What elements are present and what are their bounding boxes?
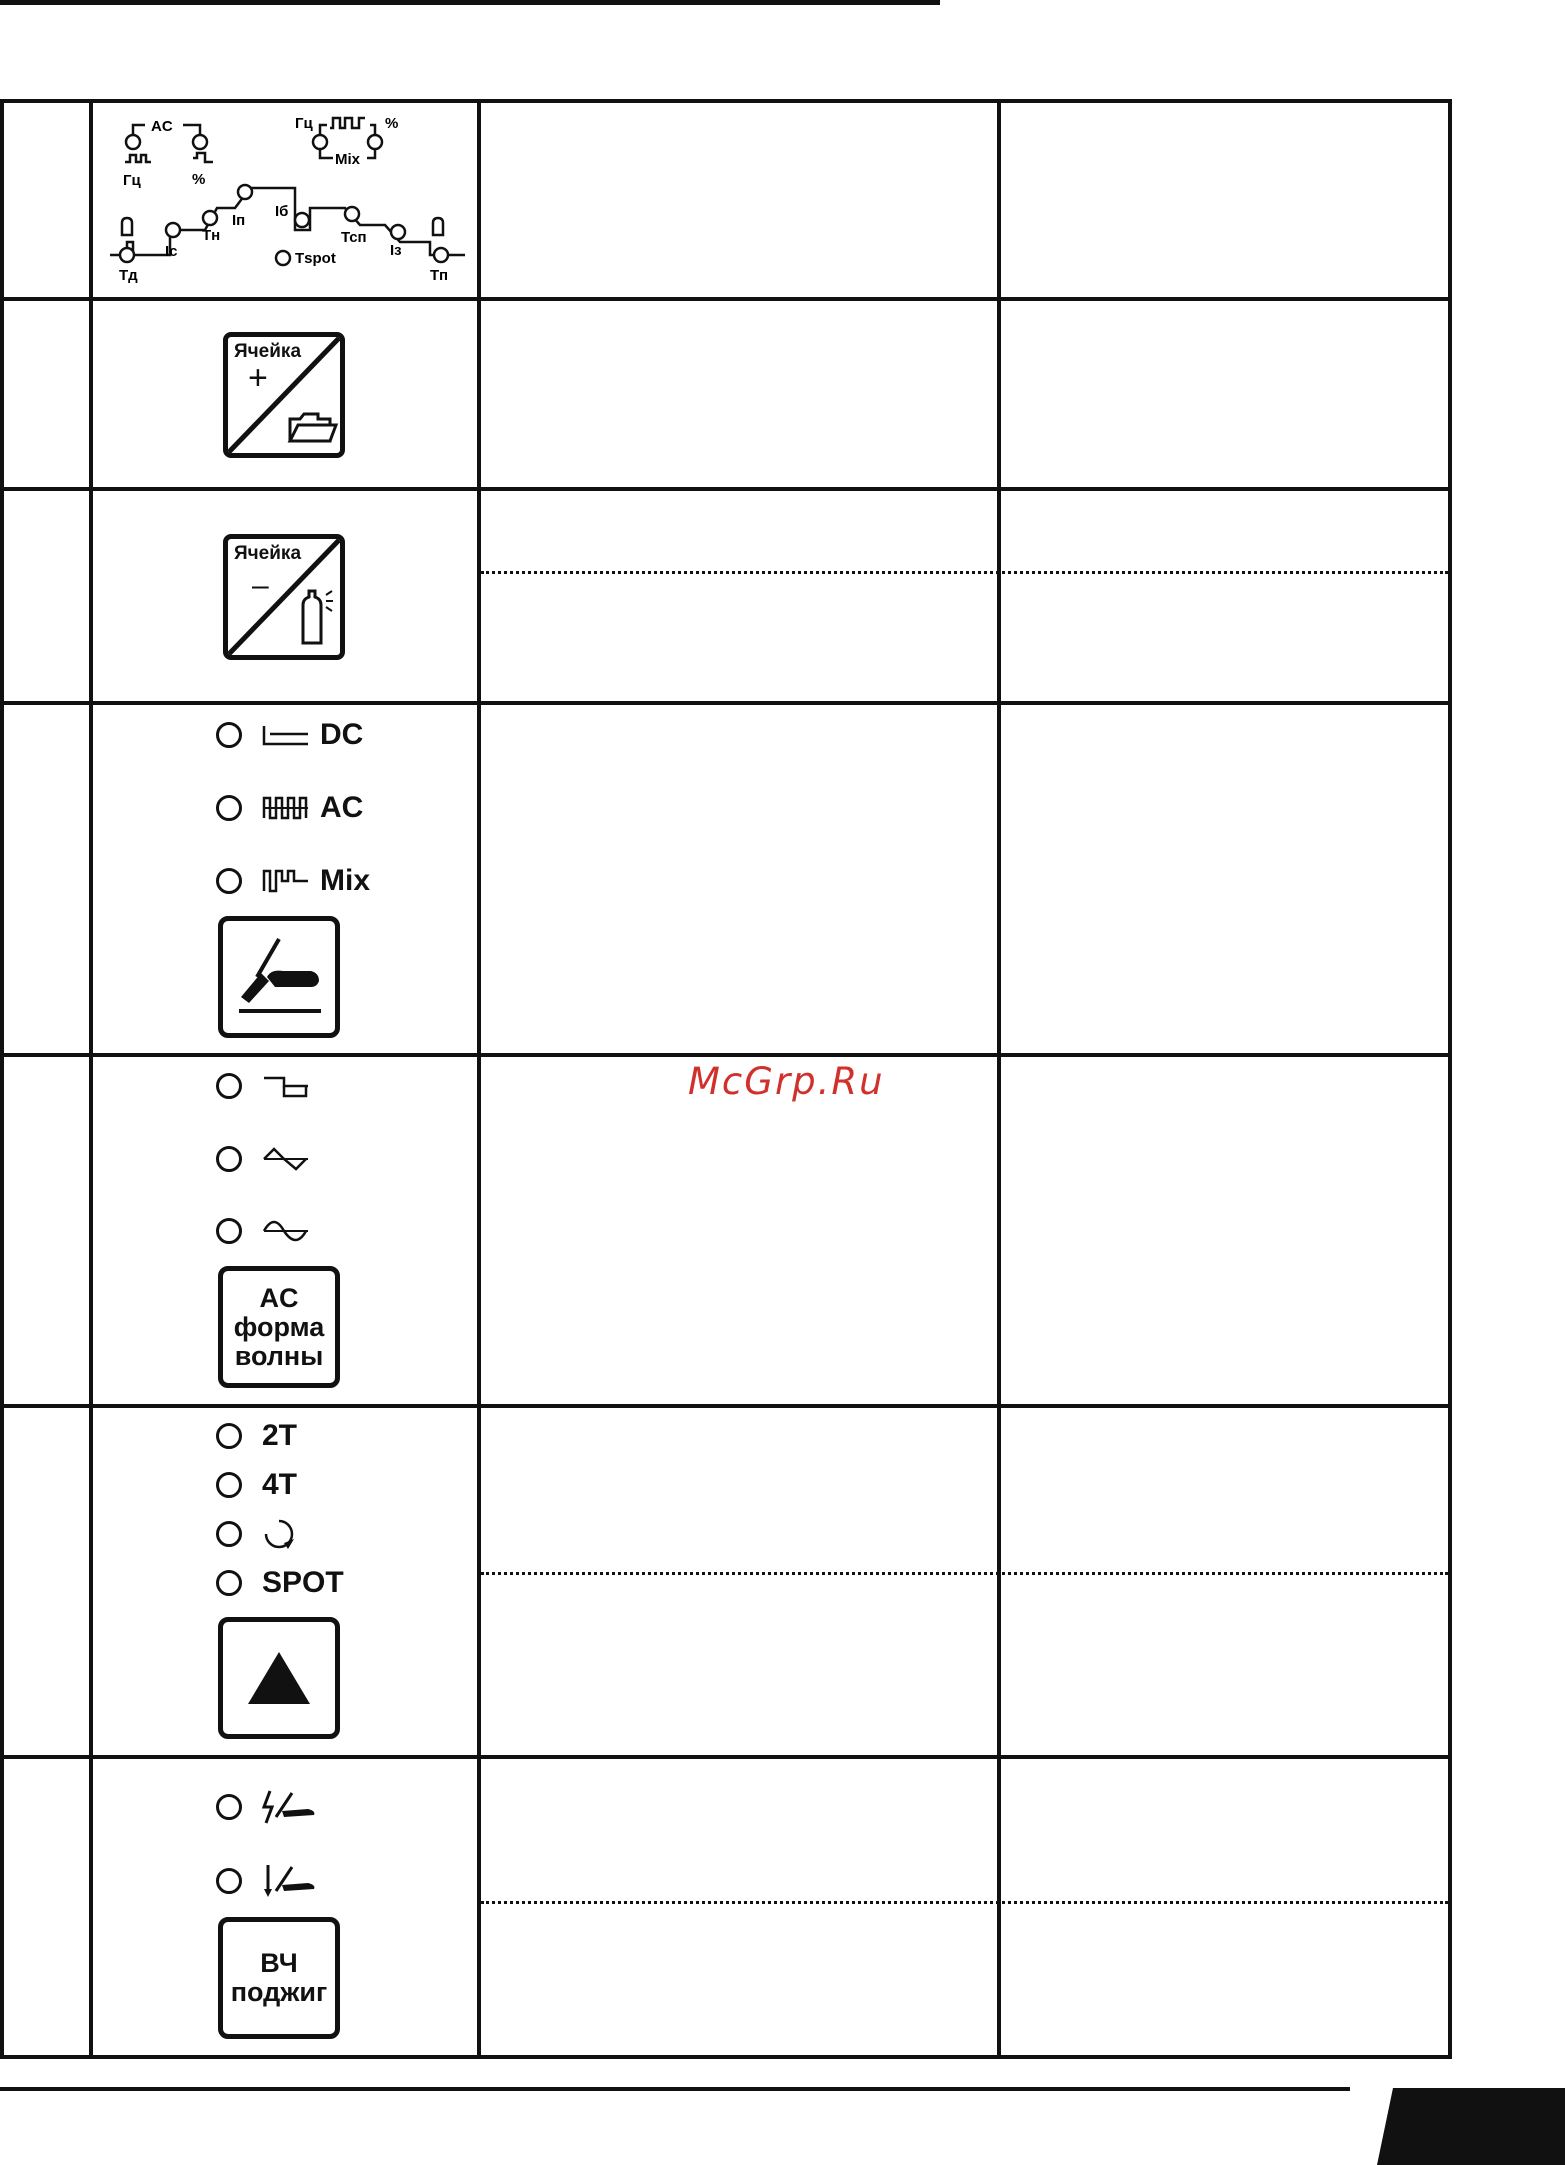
welding-cycle-diagram (105, 110, 475, 294)
ac-waveform-button[interactable] (218, 1266, 340, 1388)
repeat-icon (262, 1517, 296, 1551)
page-corner-tab (1377, 2088, 1565, 2165)
ac-waveform-line-2: форма (233, 1311, 325, 1342)
option-sine-wave[interactable] (216, 1211, 310, 1251)
minus-icon: – (252, 569, 269, 602)
option-ac[interactable] (216, 788, 363, 828)
hf-ignition-line-2: поджиг (230, 1977, 328, 2007)
label-t-postgas: Тп (430, 267, 449, 284)
dc-waveform-icon (262, 722, 310, 748)
label-i-start: Iс (165, 243, 178, 260)
label-i-main: Iп (232, 212, 246, 229)
mix-waveform-icon (262, 867, 310, 895)
option-ac-label: AC (320, 791, 364, 824)
option-spot[interactable] (216, 1563, 344, 1603)
option-2t-label: 2T (262, 1419, 298, 1452)
trigger-mode-button[interactable] (218, 1617, 340, 1739)
label-t-spot: Тspot (295, 250, 336, 267)
label-t-rise: Тн (202, 227, 221, 244)
label-freq-left: Гц (123, 172, 141, 189)
radio-square-wave[interactable] (216, 1073, 242, 1099)
triangle-wave-icon (262, 1145, 310, 1173)
label-pct-right: % (385, 115, 399, 132)
hf-ignition-button[interactable] (218, 1917, 340, 2039)
ac-waveform-icon (262, 794, 310, 822)
radio-triangle-wave[interactable] (216, 1146, 242, 1172)
plus-icon: + (248, 359, 268, 397)
label-i-end: Iз (390, 242, 402, 259)
radio-4t[interactable] (216, 1472, 242, 1498)
memory-save-label: Ячейка (234, 341, 302, 362)
label-t-pregas: Тд (119, 267, 138, 284)
label-freq-right: Гц (295, 115, 313, 132)
ac-waveform-line-1: AC (259, 1282, 299, 1313)
tig-torch-button[interactable] (218, 916, 340, 1038)
label-t-fall: Тсп (341, 229, 367, 246)
option-triangle-wave[interactable] (216, 1139, 310, 1179)
option-hf-ignition[interactable] (216, 1787, 322, 1827)
radio-ac[interactable] (216, 795, 242, 821)
footer-rule (0, 2087, 1350, 2091)
memory-load-label: Ячейка (234, 543, 302, 564)
header-rule (0, 0, 940, 5)
hf-ignition-line-1: ВЧ (260, 1948, 298, 1978)
option-4t[interactable] (216, 1465, 297, 1505)
radio-hf-ignition[interactable] (216, 1794, 242, 1820)
option-dc-label: DC (320, 718, 364, 751)
radio-mix[interactable] (216, 868, 242, 894)
label-i-base: Iб (275, 203, 289, 220)
ac-waveform-line-3: волны (234, 1340, 324, 1371)
label-pct-left: % (192, 171, 206, 188)
memory-load-button[interactable] (223, 534, 345, 660)
option-4t-label: 4T (262, 1468, 298, 1501)
radio-sine-wave[interactable] (216, 1218, 242, 1244)
option-2t[interactable] (216, 1416, 297, 1456)
option-dc[interactable] (216, 715, 363, 755)
label-mix: Mix (335, 151, 361, 168)
option-square-wave[interactable] (216, 1066, 310, 1106)
label-ac: AC (151, 118, 173, 135)
radio-lift-ignition[interactable] (216, 1868, 242, 1894)
option-mix[interactable] (216, 861, 370, 901)
option-repeat[interactable] (216, 1514, 296, 1554)
lift-torch-icon (262, 1861, 322, 1901)
radio-spot[interactable] (216, 1570, 242, 1596)
option-spot-label: SPOT (262, 1566, 344, 1599)
tig-torch-icon (227, 925, 331, 1029)
hf-torch-icon (262, 1787, 322, 1827)
radio-2t[interactable] (216, 1423, 242, 1449)
triangle-up-icon (244, 1648, 314, 1708)
radio-repeat[interactable] (216, 1521, 242, 1547)
memory-save-button[interactable] (223, 332, 345, 458)
option-mix-label: Mix (320, 864, 371, 897)
radio-dc[interactable] (216, 722, 242, 748)
square-wave-icon (262, 1072, 310, 1100)
option-lift-ignition[interactable] (216, 1861, 322, 1901)
watermark: McGrp.Ru (688, 1060, 885, 1103)
sine-wave-icon (262, 1217, 310, 1245)
